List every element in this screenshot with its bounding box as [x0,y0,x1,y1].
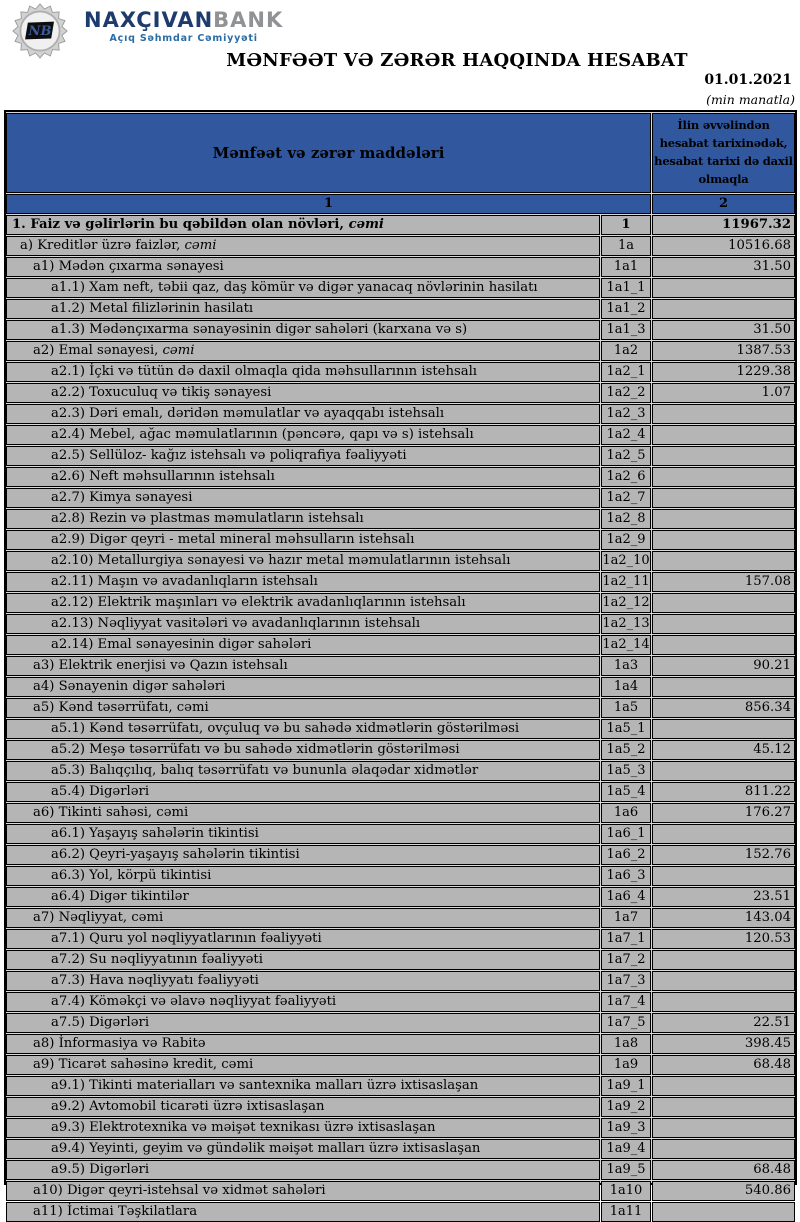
row-code: 1a1_2 [601,299,651,319]
row-code: 1a9_4 [601,1139,651,1159]
row-label: a5.1) Kənd təsərrüfatı, ovçuluq və bu sahədə xidmətlərin göstərilməsi [6,719,600,739]
table-row [6,950,795,970]
row-code: 1a5_4 [601,782,651,802]
row-label: a2.13) Nəqliyyat vasitələri və avadanlıqlarının istehsalı [6,614,600,634]
table-row [6,572,795,592]
table-row [6,698,795,718]
row-label: a2.11) Maşın və avadanlıqların istehsalı [6,572,600,592]
table-row [6,866,795,886]
row-label: a2.14) Emal sənayesinin digər sahələri [6,635,600,655]
table-row [6,215,795,235]
row-label: a1) Mədən çıxarma sənayesi [6,257,600,277]
row-value [652,677,795,697]
row-label: a9.1) Tikinti materialları və santexnika malları üzrə ixtisaslaşan [6,1076,600,1096]
row-code: 1a9_1 [601,1076,651,1096]
row-code: 1a2_2 [601,383,651,403]
row-label: a5.4) Digərləri [6,782,600,802]
row-code: 1a2_4 [601,425,651,445]
table-row [6,1139,795,1159]
row-value: 1229.38 [652,362,795,382]
row-code: 1a8 [601,1034,651,1054]
row-code: 1a7_3 [601,971,651,991]
row-label: a2.4) Mebel, ağac məmulatlarının (pəncərə, qapı və s) istehsalı [6,425,600,445]
bank-name-primary: NAXÇIVAN [84,8,214,32]
row-value [652,425,795,445]
table-body [6,215,795,1222]
row-value: 540.86 [652,1181,795,1201]
row-value [652,488,795,508]
table-row [6,530,795,550]
row-value: 45.12 [652,740,795,760]
unit-note: (min manatla) [706,92,795,107]
table-row [6,1160,795,1180]
row-label: a2.9) Digər qeyri - metal mineral məhsulların istehsalı [6,530,600,550]
row-value: 31.50 [652,320,795,340]
row-code: 1 [601,215,651,235]
row-value [652,593,795,613]
row-label: a1.1) Xam neft, təbii qaz, daş kömür və digər yanacaq növlərinin hasilatı [6,278,600,298]
table-row [6,425,795,445]
row-code: 1a2_13 [601,614,651,634]
table-row [6,719,795,739]
row-code: 1a2_7 [601,488,651,508]
row-value: 157.08 [652,572,795,592]
row-code: 1a6_1 [601,824,651,844]
row-label: a4) Sənayenin digər sahələri [6,677,600,697]
row-value: 143.04 [652,908,795,928]
row-label: a9) Ticarət sahəsinə kredit, cəmi [6,1055,600,1075]
row-code: 1a1_1 [601,278,651,298]
table-row [6,992,795,1012]
row-code: 1a9_5 [601,1160,651,1180]
row-value: 11967.32 [652,215,795,235]
row-code: 1a10 [601,1181,651,1201]
table-row [6,299,795,319]
row-value [652,1076,795,1096]
row-value [652,551,795,571]
row-label: a2.3) Dəri emalı, dəridən məmulatlar və ayaqqabı istehsalı [6,404,600,424]
row-code: 1a2_3 [601,404,651,424]
table-row [6,1034,795,1054]
report-date: 01.01.2021 [704,72,792,88]
row-value: 1.07 [652,383,795,403]
row-value: 90.21 [652,656,795,676]
row-value [652,1139,795,1159]
row-label: a2.2) Toxuculuq və tikiş sənayesi [6,383,600,403]
row-value [652,509,795,529]
row-value [652,299,795,319]
row-code: 1a1 [601,257,651,277]
table-row [6,362,795,382]
row-label: a2.5) Sellüloz- kağız istehsalı və poliqrafiya fəaliyyəti [6,446,600,466]
row-value: 176.27 [652,803,795,823]
row-code: 1a2_5 [601,446,651,466]
table-row [6,1013,795,1033]
row-value [652,950,795,970]
table-row [6,845,795,865]
row-code: 1a2_12 [601,593,651,613]
row-value: 68.48 [652,1160,795,1180]
row-label: a2.6) Neft məhsullarının istehsalı [6,467,600,487]
row-value: 152.76 [652,845,795,865]
items-column-header: Mənfəət və zərər maddələri [6,113,651,193]
table-row [6,446,795,466]
row-label: a2.10) Metallurgiya sənayesi və hazır metal məmulatlarının istehsalı [6,551,600,571]
table-row [6,1097,795,1117]
row-value [652,971,795,991]
row-value [652,824,795,844]
table-row [6,971,795,991]
row-code: 1a9_3 [601,1118,651,1138]
row-value [652,761,795,781]
row-code: 1a5_2 [601,740,651,760]
row-label: a5.3) Balıqçılıq, balıq təsərrüfatı və bununla əlaqədar xidmətlər [6,761,600,781]
table-row [6,467,795,487]
row-value: 120.53 [652,929,795,949]
row-label: a2.8) Rezin və plastmas məmulatların istehsalı [6,509,600,529]
table-row [6,824,795,844]
row-value [652,1097,795,1117]
table-row [6,1076,795,1096]
row-label: a6.2) Qeyri-yaşayış sahələrin tikintisi [6,845,600,865]
row-label: a8) İnformasiya və Rabitə [6,1034,600,1054]
table-row [6,1055,795,1075]
row-value [652,1202,795,1222]
row-label: a6.1) Yaşayış sahələrin tikintisi [6,824,600,844]
table-row [6,782,795,802]
table-row [6,236,795,256]
row-code: 1a1_3 [601,320,651,340]
table-row [6,677,795,697]
row-label: a7.2) Su nəqliyyatının fəaliyyəti [6,950,600,970]
column-index-row [6,194,795,214]
row-value: 1387.53 [652,341,795,361]
row-label: a2.7) Kimya sənayesi [6,488,600,508]
bank-subtitle: Açıq Səhmdar Cəmiyyəti [109,33,258,44]
row-value: 398.45 [652,1034,795,1054]
table-row [6,635,795,655]
row-code: 1a7_5 [601,1013,651,1033]
row-value [652,467,795,487]
row-code: 1a2_14 [601,635,651,655]
table-row [6,509,795,529]
row-label: a11) İctimai Təşkilatlara [6,1202,600,1222]
row-label: a7.3) Hava nəqliyyatı fəaliyyəti [6,971,600,991]
row-label: a1.3) Mədənçıxarma sənayəsinin digər sahələri (karxana və s) [6,320,600,340]
row-label: a10) Digər qeyri-istehsal və xidmət sahələri [6,1181,600,1201]
table-row [6,278,795,298]
row-label: a9.3) Elektrotexnika və məişət texnikası üzrə ixtisaslaşan [6,1118,600,1138]
bank-name-secondary: BANK [213,8,284,32]
row-code: 1a2_6 [601,467,651,487]
row-label: a1.2) Metal filizlərinin hasilatı [6,299,600,319]
row-code: 1a6_2 [601,845,651,865]
row-label: a7) Nəqliyyat, cəmi [6,908,600,928]
row-code: 1a2_10 [601,551,651,571]
row-value [652,530,795,550]
row-code: 1a7_2 [601,950,651,970]
row-code: 1a2_1 [601,362,651,382]
table-row [6,887,795,907]
row-value: 22.51 [652,1013,795,1033]
row-code: 1a5 [601,698,651,718]
row-value: 811.22 [652,782,795,802]
row-code: 1a2_11 [601,572,651,592]
row-value: 68.48 [652,1055,795,1075]
table-row [6,551,795,571]
row-label: a2.1) İçki və tütün də daxil olmaqla qida məhsullarının istehsalı [6,362,600,382]
row-value [652,1118,795,1138]
pl-table [4,110,797,1219]
row-label: a6) Tikinti sahəsi, cəmi [6,803,600,823]
row-value [652,278,795,298]
row-code: 1a7_1 [601,929,651,949]
table-row [6,341,795,361]
row-value [652,719,795,739]
row-code: 1a2_9 [601,530,651,550]
row-value [652,404,795,424]
row-value [652,635,795,655]
row-label: a6.3) Yol, körpü tikintisi [6,866,600,886]
value-column-index: 2 [652,194,795,214]
row-value: 23.51 [652,887,795,907]
row-label: 1. Faiz və gəlirlərin bu qəbildən olan növləri, cəmi [6,215,600,235]
table-row [6,488,795,508]
row-label: a6.4) Digər tikintilər [6,887,600,907]
row-value [652,446,795,466]
row-value: 10516.68 [652,236,795,256]
table-row [6,1118,795,1138]
row-value: 31.50 [652,257,795,277]
row-label: a) Kreditlər üzrə faizlər, cəmi [6,236,600,256]
row-code: 1a11 [601,1202,651,1222]
row-label: a7.5) Digərləri [6,1013,600,1033]
row-label: a9.4) Yeyinti, geyim və gündəlik məişət malları üzrə ixtisaslaşan [6,1139,600,1159]
row-code: 1a4 [601,677,651,697]
table-row [6,803,795,823]
table-row [6,257,795,277]
table-row [6,908,795,928]
row-label: a5.2) Meşə təsərrüfatı və bu sahədə xidmətlərin göstərilməsi [6,740,600,760]
row-value: 856.34 [652,698,795,718]
items-column-index: 1 [6,194,651,214]
row-code: 1a6_3 [601,866,651,886]
row-label: a7.4) Köməkçi və əlavə nəqliyyat fəaliyyəti [6,992,600,1012]
table-header-row [6,113,795,193]
row-code: 1a6 [601,803,651,823]
row-label: a2) Emal sənayesi, cəmi [6,341,600,361]
table-row [6,761,795,781]
bank-wordmark [84,10,283,44]
table-row [6,929,795,949]
row-code: 1a2 [601,341,651,361]
row-label: a3) Elektrik enerjisi və Qazın istehsalı [6,656,600,676]
table-row [6,614,795,634]
row-code: 1a6_4 [601,887,651,907]
row-code: 1a5_1 [601,719,651,739]
row-label: a9.5) Digərləri [6,1160,600,1180]
row-label: a9.2) Avtomobil ticarəti üzrə ixtisaslaşan [6,1097,600,1117]
row-label: a7.1) Quru yol nəqliyyatlarının fəaliyyəti [6,929,600,949]
row-code: 1a [601,236,651,256]
row-label: a5) Kənd təsərrüfatı, cəmi [6,698,600,718]
table-row [6,320,795,340]
row-code: 1a7 [601,908,651,928]
table-row [6,593,795,613]
table-row [6,1181,795,1201]
page-title: MƏNFƏƏT VƏ ZƏRƏR HAQQINDA HESABAT [226,50,688,71]
row-code: 1a5_3 [601,761,651,781]
row-code: 1a9_2 [601,1097,651,1117]
row-code: 1a9 [601,1055,651,1075]
value-column-header: İlin əvvəlindən hesabat tarixinədək, hesabat tarixi də daxil olmaqla [652,113,795,193]
row-label: a2.12) Elektrik maşınları və elektrik avadanlıqlarının istehsalı [6,593,600,613]
table-row [6,404,795,424]
bank-monogram: NB [28,24,52,40]
table-row [6,383,795,403]
bank-seal-icon [12,3,68,59]
row-value [652,614,795,634]
row-code: 1a2_8 [601,509,651,529]
table-row [6,740,795,760]
row-value [652,866,795,886]
row-value [652,992,795,1012]
table-row [6,1202,795,1222]
table-row [6,656,795,676]
row-code: 1a3 [601,656,651,676]
row-code: 1a7_4 [601,992,651,1012]
